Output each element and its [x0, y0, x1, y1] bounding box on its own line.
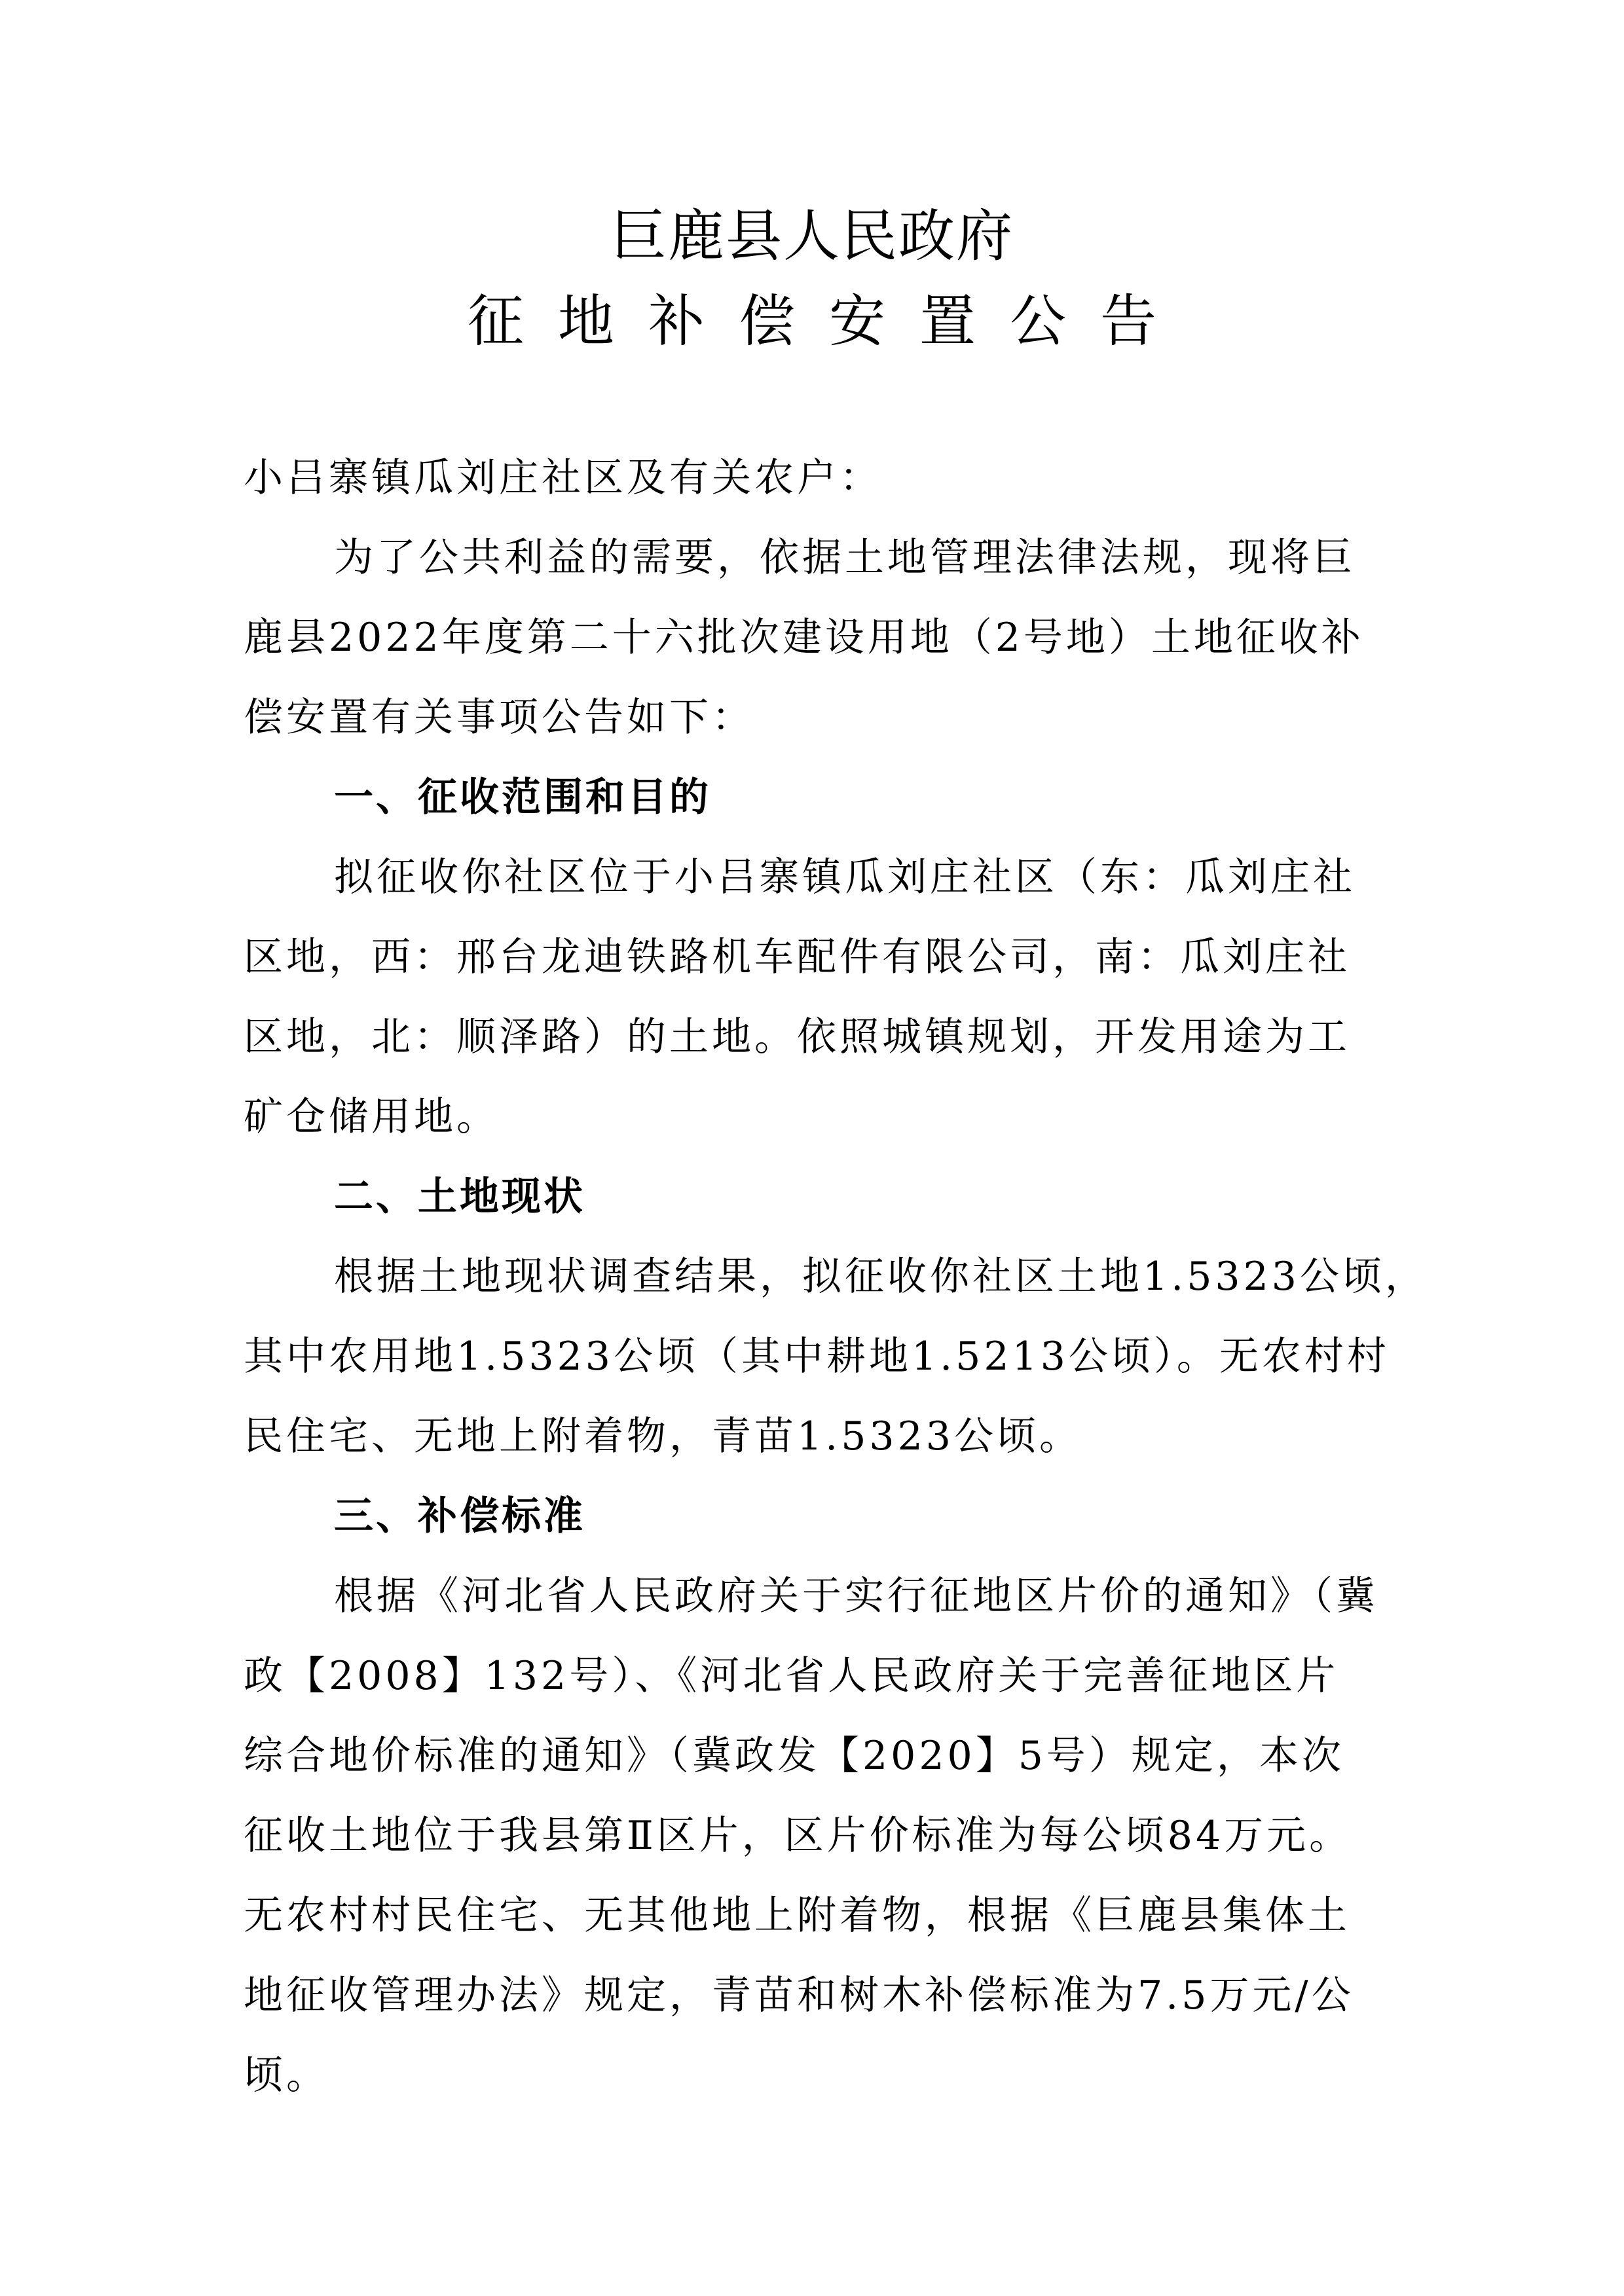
section-heading-scope: 一、征收范围和目的 [334, 774, 711, 820]
section-line: 根据《河北省人民政府关于实行征地区片价的通知》（冀 [334, 1573, 1378, 1619]
document-title: 征地补偿安置公告 [468, 289, 1190, 354]
section-line: 矿仓储用地。 [244, 1094, 499, 1140]
section-line: 综合地价标准的通知》（冀政发【2020】5号）规定，本次 [244, 1733, 1344, 1779]
section-line: 其中农用地1.5323公顷（其中耕地1.5213公顷）。无农村村 [244, 1334, 1390, 1379]
section-line: 政【2008】132号）、《河北省人民政府关于完善征地区片 [244, 1653, 1339, 1699]
section-line: 区地，北：顺泽路）的土地。依照城镇规划，开发用途为工 [244, 1014, 1350, 1060]
intro-line: 鹿县2022年度第二十六批次建设用地（2号地）土地征收补 [244, 615, 1364, 661]
issuer-title: 巨鹿县人民政府 [610, 204, 1014, 269]
section-line: 无农村村民住宅、无其他地上附着物，根据《巨鹿县集体土 [244, 1893, 1350, 1939]
section-line: 征收土地位于我县第Ⅱ区片，区片价标准为每公顷84万元。 [244, 1813, 1352, 1859]
section-line: 民住宅、无地上附着物，青苗1.5323公顷。 [244, 1413, 1082, 1459]
section-line: 根据土地现状调查结果，拟征收你社区土地1.5323公顷， [334, 1254, 1428, 1300]
section-line: 拟征收你社区位于小吕寨镇瓜刘庄社区（东：瓜刘庄社 [334, 854, 1356, 900]
section-line: 顷。 [244, 2052, 329, 2098]
section-heading-standard: 三、补偿标准 [334, 1493, 585, 1539]
section-line: 地征收管理办法》规定，青苗和树木补偿标准为7.5万元/公 [244, 1973, 1354, 2018]
salutation: 小吕寨镇瓜刘庄社区及有关农户： [244, 455, 882, 501]
section-heading-status: 二、土地现状 [334, 1174, 585, 1220]
intro-line: 偿安置有关事项公告如下： [244, 695, 754, 740]
intro-line: 为了公共利益的需要，依据土地管理法律法规，现将巨 [334, 535, 1356, 581]
section-line: 区地，西：邢台龙迪铁路机车配件有限公司，南：瓜刘庄社 [244, 934, 1350, 980]
